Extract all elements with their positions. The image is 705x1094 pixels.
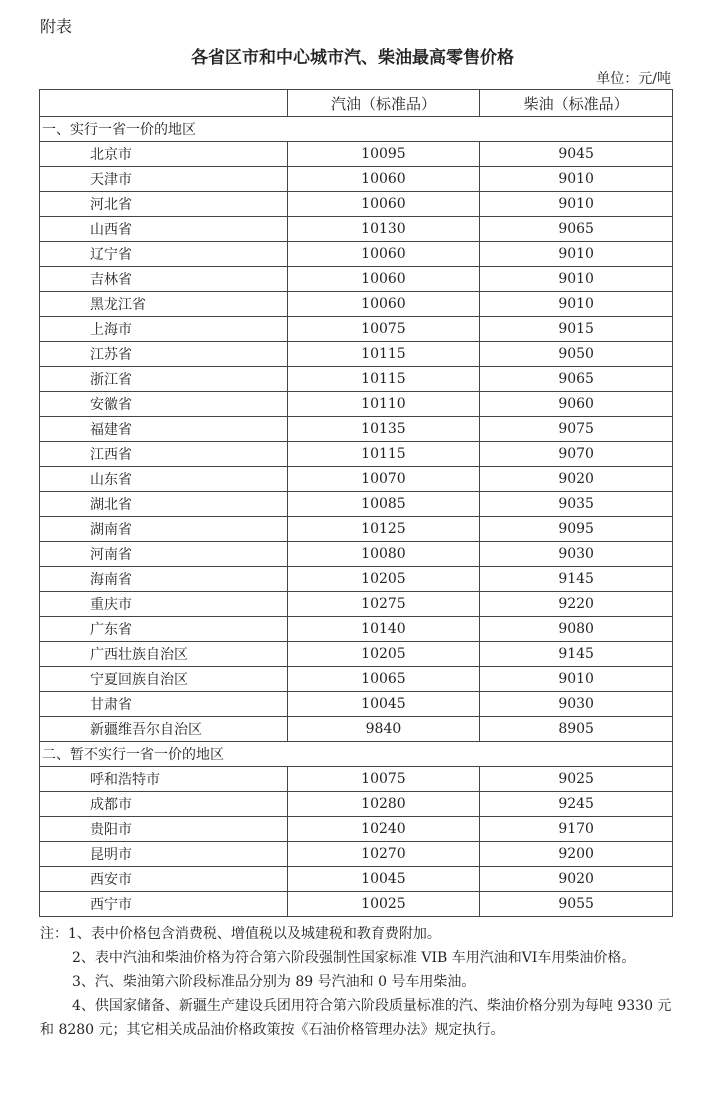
- region-cell: 宁夏回族自治区: [40, 667, 288, 692]
- table-row: [40, 417, 673, 442]
- table-row: [40, 442, 673, 467]
- header-region: [40, 90, 288, 117]
- table-row: [40, 842, 673, 867]
- diesel-price-cell: 9075: [480, 417, 673, 442]
- region-cell: 西宁市: [40, 892, 288, 917]
- section-row: [40, 742, 673, 767]
- note-1: 注：1、表中价格包含消费税、增值税以及城建税和教育费附加。: [40, 926, 441, 942]
- region-cell: 贵阳市: [40, 817, 288, 842]
- region-cell: 呼和浩特市: [40, 767, 288, 792]
- table-row: [40, 142, 673, 167]
- page-title: 各省区市和中心城市汽、柴油最高零售价格: [191, 48, 514, 68]
- diesel-price-cell: 9145: [480, 642, 673, 667]
- table-row: [40, 467, 673, 492]
- region-cell: 吉林省: [40, 267, 288, 292]
- region-cell: 海南省: [40, 567, 288, 592]
- diesel-price-cell: 9045: [480, 142, 673, 167]
- diesel-price-cell: 9035: [480, 492, 673, 517]
- region-cell: 上海市: [40, 317, 288, 342]
- region-cell: 江苏省: [40, 342, 288, 367]
- table-header-row: [40, 90, 673, 117]
- region-cell: 天津市: [40, 167, 288, 192]
- diesel-price-cell: 9070: [480, 442, 673, 467]
- table-row: [40, 367, 673, 392]
- diesel-price-cell: 9200: [480, 842, 673, 867]
- table-row: [40, 567, 673, 592]
- table-row: [40, 217, 673, 242]
- table-row: [40, 292, 673, 317]
- region-cell: 重庆市: [40, 592, 288, 617]
- gasoline-price-cell: 10045: [287, 867, 480, 892]
- section-row: [40, 117, 673, 142]
- gasoline-price-cell: 10115: [287, 367, 480, 392]
- region-cell: 浙江省: [40, 367, 288, 392]
- diesel-price-cell: 8905: [480, 717, 673, 742]
- gasoline-price-cell: 10205: [287, 642, 480, 667]
- diesel-price-cell: 9025: [480, 767, 673, 792]
- diesel-price-cell: 9060: [480, 392, 673, 417]
- region-cell: 甘肃省: [40, 692, 288, 717]
- gasoline-price-cell: 10240: [287, 817, 480, 842]
- diesel-price-cell: 9015: [480, 317, 673, 342]
- region-cell: 湖北省: [40, 492, 288, 517]
- region-cell: 广西壮族自治区: [40, 642, 288, 667]
- diesel-price-cell: 9220: [480, 592, 673, 617]
- section-label: 一、实行一省一价的地区: [40, 117, 673, 142]
- region-cell: 河南省: [40, 542, 288, 567]
- unit-label: 单位：元/吨: [596, 71, 671, 87]
- diesel-price-cell: 9080: [480, 617, 673, 642]
- diesel-price-cell: 9020: [480, 467, 673, 492]
- notes: [40, 922, 680, 1042]
- note-3: 3、汽、柴油第六阶段标准品分别为 89 号汽油和 0 号车用柴油。: [72, 974, 476, 990]
- gasoline-price-cell: 10115: [287, 342, 480, 367]
- region-cell: 昆明市: [40, 842, 288, 867]
- gasoline-price-cell: 10125: [287, 517, 480, 542]
- gasoline-price-cell: 10075: [287, 317, 480, 342]
- diesel-price-cell: 9010: [480, 267, 673, 292]
- diesel-price-cell: 9010: [480, 192, 673, 217]
- gasoline-price-cell: 10060: [287, 267, 480, 292]
- diesel-price-cell: 9050: [480, 342, 673, 367]
- region-cell: 福建省: [40, 417, 288, 442]
- diesel-price-cell: 9010: [480, 167, 673, 192]
- table-row: [40, 317, 673, 342]
- region-cell: 湖南省: [40, 517, 288, 542]
- price-table: [39, 89, 673, 917]
- table-row: [40, 192, 673, 217]
- table-row: [40, 167, 673, 192]
- gasoline-price-cell: 10025: [287, 892, 480, 917]
- table-row: [40, 267, 673, 292]
- table-row: [40, 692, 673, 717]
- region-cell: 成都市: [40, 792, 288, 817]
- diesel-price-cell: 9145: [480, 567, 673, 592]
- gasoline-price-cell: 10115: [287, 442, 480, 467]
- gasoline-price-cell: 10060: [287, 192, 480, 217]
- table-row: [40, 542, 673, 567]
- table-row: [40, 867, 673, 892]
- region-cell: 黑龙江省: [40, 292, 288, 317]
- table-row: [40, 717, 673, 742]
- diesel-price-cell: 9030: [480, 542, 673, 567]
- region-cell: 山西省: [40, 217, 288, 242]
- table-row: [40, 767, 673, 792]
- gasoline-price-cell: 10130: [287, 217, 480, 242]
- diesel-price-cell: 9170: [480, 817, 673, 842]
- diesel-price-cell: 9010: [480, 242, 673, 267]
- note-4: 4、供国家储备、新疆生产建设兵团用符合第六阶段质量标准的汽、柴油价格分别为每吨 9330 元和 8280 元；其它相关成品油价格政策按《石油价格管理办法》规定执行。: [40, 998, 672, 1038]
- diesel-price-cell: 9030: [480, 692, 673, 717]
- gasoline-price-cell: 10270: [287, 842, 480, 867]
- table-row: [40, 342, 673, 367]
- table-row: [40, 792, 673, 817]
- gasoline-price-cell: 10280: [287, 792, 480, 817]
- diesel-price-cell: 9010: [480, 667, 673, 692]
- region-cell: 广东省: [40, 617, 288, 642]
- gasoline-price-cell: 10110: [287, 392, 480, 417]
- table-row: [40, 642, 673, 667]
- gasoline-price-cell: 10085: [287, 492, 480, 517]
- table-row: [40, 242, 673, 267]
- table-row: [40, 617, 673, 642]
- gasoline-price-cell: 10275: [287, 592, 480, 617]
- diesel-price-cell: 9010: [480, 292, 673, 317]
- gasoline-price-cell: 10060: [287, 242, 480, 267]
- gasoline-price-cell: 10135: [287, 417, 480, 442]
- appendix-label: 附表: [40, 17, 73, 36]
- table-row: [40, 517, 673, 542]
- region-cell: 新疆维吾尔自治区: [40, 717, 288, 742]
- header-diesel: 柴油（标准品）: [480, 90, 673, 117]
- diesel-price-cell: 9245: [480, 792, 673, 817]
- gasoline-price-cell: 10060: [287, 292, 480, 317]
- table-row: [40, 592, 673, 617]
- diesel-price-cell: 9020: [480, 867, 673, 892]
- table-body: [40, 117, 673, 917]
- header-gasoline: 汽油（标准品）: [287, 90, 480, 117]
- gasoline-price-cell: 10065: [287, 667, 480, 692]
- region-cell: 河北省: [40, 192, 288, 217]
- gasoline-price-cell: 10080: [287, 542, 480, 567]
- region-cell: 安徽省: [40, 392, 288, 417]
- region-cell: 山东省: [40, 467, 288, 492]
- diesel-price-cell: 9095: [480, 517, 673, 542]
- table-row: [40, 817, 673, 842]
- table-row: [40, 667, 673, 692]
- table-row: [40, 892, 673, 917]
- table-row: [40, 392, 673, 417]
- region-cell: 西安市: [40, 867, 288, 892]
- gasoline-price-cell: 10075: [287, 767, 480, 792]
- table-row: [40, 492, 673, 517]
- diesel-price-cell: 9055: [480, 892, 673, 917]
- region-cell: 江西省: [40, 442, 288, 467]
- section-label: 二、暂不实行一省一价的地区: [40, 742, 673, 767]
- gasoline-price-cell: 10140: [287, 617, 480, 642]
- gasoline-price-cell: 10070: [287, 467, 480, 492]
- diesel-price-cell: 9065: [480, 217, 673, 242]
- gasoline-price-cell: 10095: [287, 142, 480, 167]
- gasoline-price-cell: 9840: [287, 717, 480, 742]
- diesel-price-cell: 9065: [480, 367, 673, 392]
- note-2: 2、表中汽油和柴油价格为符合第六阶段强制性国家标准 VIB 车用汽油和VI车用柴油价格。: [72, 950, 636, 966]
- gasoline-price-cell: 10060: [287, 167, 480, 192]
- gasoline-price-cell: 10205: [287, 567, 480, 592]
- region-cell: 北京市: [40, 142, 288, 167]
- region-cell: 辽宁省: [40, 242, 288, 267]
- gasoline-price-cell: 10045: [287, 692, 480, 717]
